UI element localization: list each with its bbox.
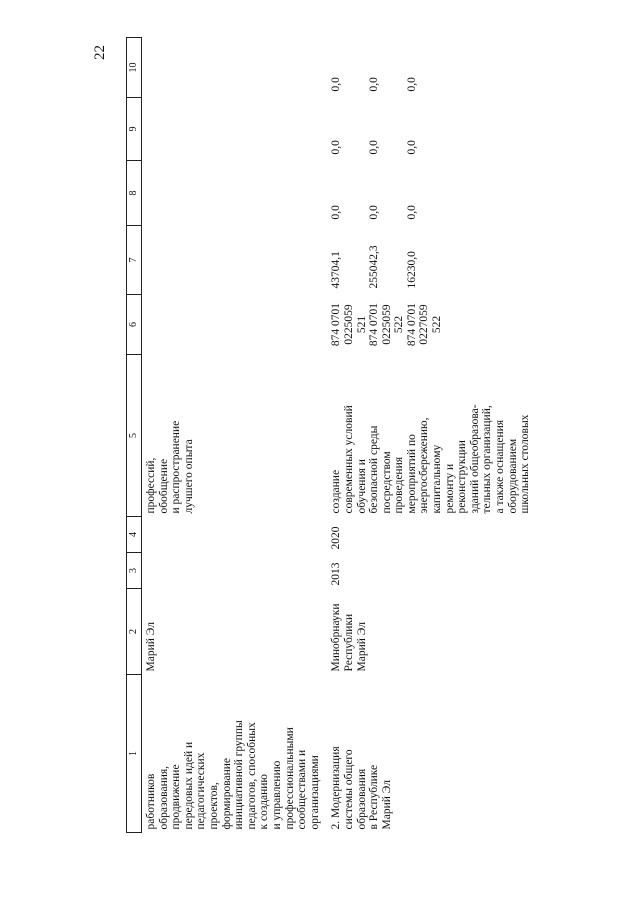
expected-result-line: профессий, [145,457,157,514]
amount-col7-line [343,229,356,289]
event-name-line: проектов, [207,782,220,830]
event-name-line: системы общего [342,749,355,830]
amount-col7-line: 16230,0 [405,251,418,289]
amount-col8-line: 0,0 [405,205,418,220]
event-name-line: педагогических [195,752,208,830]
expected-result-line: посредством [380,451,393,514]
budget-code-line: 0227059 [418,304,431,345]
amount-col8-cell [327,161,538,226]
amount-col9-cell [327,98,538,161]
event-name-line: передовых идей и [182,741,195,830]
expected-result-line: мероприятий по [405,434,418,514]
event-name-line: образования, [157,765,170,830]
expected-result-line: реконструкции [456,440,469,514]
amount-col9-line: 0,0 [330,140,343,155]
amount-col7-line [381,229,394,289]
expected-result-line: проведения [393,456,406,514]
amount-col9-line [381,101,394,155]
amount-col10-line [343,41,356,92]
event-name-line: работников [145,773,157,830]
start-year-cell [142,553,328,589]
budget-code-cell [142,295,328,355]
amount-col8-line: 0,0 [330,205,343,220]
column-number-3: 3 [127,553,142,589]
executor-cell [327,589,538,675]
budget-code-line: 521 [355,315,368,334]
start-year-cell [327,553,538,589]
end-year-line: 2020 [330,526,343,550]
event-name-line: 2. Модернизация [330,746,343,830]
amount-col9-line: 0,0 [405,140,418,155]
column-number-4: 4 [127,517,142,553]
amount-col10-line: 0,0 [368,77,381,92]
budget-code-line: 874 0701 [368,302,381,347]
table-row [327,38,538,833]
amount-col10-cell [142,38,328,98]
event-name-line: педагогов, способных [245,722,258,830]
executor-line: Марий Эл [355,622,368,672]
budget-code-line: 874 0701 [330,302,343,347]
expected-result-line: лучшего опыта [182,439,195,514]
amount-col7-line [356,229,369,289]
event-name-line: профессиональными [283,727,296,830]
expected-result-line: оборудованием [506,438,519,514]
program-table [126,37,538,833]
event-name-line: к созданию [258,773,271,830]
amount-col8-line [356,164,369,220]
amount-col8-line [393,164,406,220]
page-number: 22 [92,45,108,60]
table-container [126,38,566,833]
expected-result-line: и распространение [170,420,183,514]
executor-line: Республики [342,613,355,672]
amount-col8-line [343,164,356,220]
expected-result-line: ремонту и [443,463,456,514]
amount-col8-line [381,164,394,220]
amount-col7-cell [327,226,538,295]
amount-col7-line [393,229,406,289]
amount-col9-line [343,101,356,155]
amount-col8-cell [142,161,328,226]
event-name-line: организациями [308,755,321,830]
amount-col10-line [356,41,369,92]
column-number-8: 8 [127,161,142,226]
amount-col9-line [393,101,406,155]
expected-result-line: зданий общеобразова- [468,404,481,514]
budget-code-cell [327,295,538,355]
budget-code-line: 0225059 [380,304,393,345]
column-number-9: 9 [127,98,142,161]
amount-col9-line [356,101,369,155]
expected-result-line: современных условий [342,405,355,514]
event-name-line: формирование [220,757,233,830]
column-number-6: 6 [127,295,142,355]
amount-col7-line: 43704,1 [330,251,343,289]
amount-col10-cell [327,38,538,98]
column-number-5: 5 [127,355,142,517]
event-name-line: сообществами и [296,749,309,830]
amount-col7-line: 255042,3 [368,245,381,289]
event-name-line: продвижение [170,764,183,830]
column-number-1: 1 [127,675,142,833]
expected-result-line: создание [330,469,343,514]
amount-col10-line [393,41,406,92]
budget-code-line: 522 [393,315,406,334]
expected-result-line: тельных организаций, [481,405,494,514]
executor-line: Марий Эл [145,622,157,672]
event-name-line: и управлению [270,760,283,830]
column-number-10: 10 [127,38,142,98]
expected-result-line: безопасной среды [368,425,381,514]
column-number-2: 2 [127,589,142,675]
amount-col9-line: 0,0 [368,140,381,155]
amount-col10-line [381,41,394,92]
event-name-line: образования [355,768,368,830]
column-number-7: 7 [127,226,142,295]
event-name-line: Марий Эл [380,780,393,830]
event-name-cell [327,675,538,833]
executor-cell [142,589,328,675]
event-name-line: инициативной группы [233,720,246,830]
budget-code-line: 0225059 [342,304,355,345]
expected-result-line: капитальному [431,444,444,514]
amount-col10-line: 0,0 [330,77,343,92]
budget-code-line: 522 [431,315,444,334]
amount-col9-cell [142,98,328,161]
executor-line: Минобрнауки [330,603,343,672]
column-number-row [127,38,142,833]
budget-code-line: 874 0701 [405,302,418,347]
start-year-line: 2013 [330,562,343,586]
amount-col8-line: 0,0 [368,205,381,220]
expected-result-line: обобщение [157,458,170,514]
event-name-cell [142,675,328,833]
end-year-cell [142,517,328,553]
expected-result-line: а также оснащения [494,419,507,514]
expected-result-line: энергосбережению, [418,417,431,514]
expected-result-cell [142,355,328,517]
expected-result-line: школьных столовых [519,414,532,514]
table-row [142,38,328,833]
expected-result-cell [327,355,538,517]
amount-col10-line: 0,0 [405,77,418,92]
amount-col7-cell [142,226,328,295]
event-name-line: в Республике [368,764,381,830]
expected-result-line: обучения и [355,459,368,514]
end-year-cell [327,517,538,553]
